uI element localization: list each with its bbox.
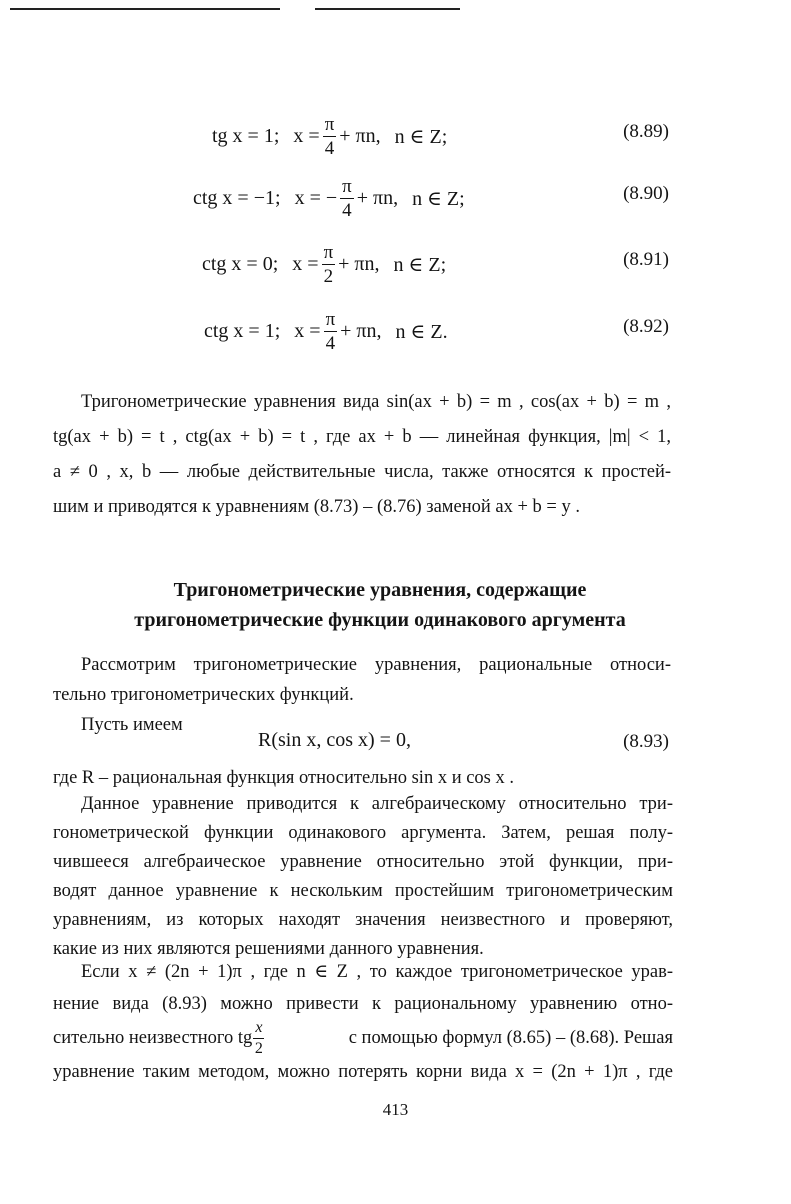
fraction-denominator: 2 <box>323 266 334 287</box>
fraction-numerator: π <box>325 309 336 330</box>
text-line: водят данное уравнение к нескольким простейшим тригонометрическим <box>53 881 673 901</box>
equation-suffix: + πn, <box>338 253 380 275</box>
text-line: шим и приводятся к уравнениям (8.73) – (8.76) заменой ax + b = y . <box>53 497 580 517</box>
equation <box>258 729 411 752</box>
equation-number: (8.90) <box>623 183 669 204</box>
text-line: нение вида (8.93) можно привести к рациональному уравнению отно- <box>53 994 673 1014</box>
fraction <box>322 243 336 286</box>
equation-suffix: + πn, <box>339 125 381 147</box>
paragraph <box>53 956 673 1088</box>
section-heading <box>60 575 700 635</box>
equation <box>204 310 448 353</box>
equation-text: R(sin x, cos x) = 0, <box>258 729 411 751</box>
paragraph <box>53 790 673 964</box>
scan-edge-line <box>315 8 460 10</box>
fraction-denominator: 4 <box>325 333 336 354</box>
fraction-denominator: 2 <box>254 1039 263 1057</box>
equation <box>202 243 446 286</box>
fraction-numerator: π <box>323 242 334 263</box>
equation-lhs: ctg x = 0; <box>202 253 279 275</box>
fraction-numerator: π <box>342 176 352 197</box>
text-segment: с помощью формул (8.65) – (8.68). Решая <box>348 1028 673 1048</box>
equation <box>212 115 447 158</box>
text-line: Пусть имеем <box>81 715 183 735</box>
equation-row <box>0 298 791 358</box>
text-line: какие из них являются решениями данного уравнения. <box>53 939 484 959</box>
equation-row <box>0 103 791 163</box>
equation-condition: n ∈ Z; <box>393 254 447 276</box>
fraction-numerator: x <box>253 1020 264 1039</box>
paragraph <box>53 763 673 793</box>
text-line: Рассмотрим тригонометрические уравнения, рациональные относи- <box>81 655 671 675</box>
equation-suffix: + πn, <box>340 320 382 342</box>
fraction <box>253 1020 264 1057</box>
equation-prefix: x = − <box>294 187 338 209</box>
text-line: Данное уравнение приводится к алгебраическому относительно три- <box>81 794 673 814</box>
text-line: Тригонометрические уравнения вида sin(ax + b) = m , cos(ax + b) = m , <box>81 392 671 412</box>
equation-suffix: + πn, <box>356 187 399 209</box>
equation-condition: n ∈ Z. <box>395 321 448 343</box>
heading-line: тригонометрические функции одинакового аргумента <box>134 609 626 631</box>
equation-prefix: x = <box>294 320 321 342</box>
fraction-denominator: 4 <box>324 138 335 159</box>
fraction <box>324 310 338 353</box>
equation-lhs: tg x = 1; <box>212 125 280 147</box>
equation-row <box>0 727 791 763</box>
equation-row <box>0 231 791 291</box>
scan-edge-line <box>10 8 280 10</box>
text-line: гонометрической функции одинакового аргумента. Затем, решая полу- <box>53 823 673 843</box>
equation-lhs: ctg x = −1; <box>193 187 281 209</box>
equation <box>193 177 465 220</box>
equation-number: (8.93) <box>623 731 669 752</box>
text-line: Если x ≠ (2n + 1)π , где n ∈ Z , то каждое тригонометрическое урав- <box>81 962 673 982</box>
equation-number: (8.89) <box>623 121 669 142</box>
equation-number: (8.91) <box>623 249 669 270</box>
text-line: tg(ax + b) = t , ctg(ax + b) = t , где ax + b — линейная функция, |m| < 1, <box>53 427 671 447</box>
page-number: 413 <box>382 1100 409 1119</box>
text-line: тельно тригонометрических функций. <box>53 685 354 705</box>
text-line <box>53 1020 673 1056</box>
text-fragment <box>53 1020 267 1057</box>
text-line: уравнениям, из которых находят значения неизвестного и проверяют, <box>53 910 673 930</box>
text-line: чившееся алгебраическое уравнение относительно этой функции, при- <box>53 852 673 872</box>
heading-line: Тригонометрические уравнения, содержащие <box>173 579 587 601</box>
paragraph <box>53 385 671 525</box>
equation-number: (8.92) <box>623 316 669 337</box>
text-segment: сительно неизвестного tg <box>53 1028 253 1048</box>
fraction <box>340 177 354 220</box>
text-line: a ≠ 0 , x, b — любые действительные числа, также относятся к простей- <box>53 462 671 482</box>
fraction-denominator: 4 <box>342 200 352 221</box>
equation-row <box>0 165 791 225</box>
equation-prefix: x = <box>292 253 319 275</box>
text-line: где R – рациональная функция относительно sin x и cos x . <box>53 768 515 788</box>
equation-prefix: x = <box>293 125 320 147</box>
equation-condition: n ∈ Z; <box>394 126 448 148</box>
equation-condition: n ∈ Z; <box>412 188 465 210</box>
fraction <box>323 115 337 158</box>
fraction-numerator: π <box>324 114 335 135</box>
equation-lhs: ctg x = 1; <box>204 320 281 342</box>
text-line: уравнение таким методом, можно потерять корни вида x = (2n + 1)π , где <box>53 1062 673 1082</box>
